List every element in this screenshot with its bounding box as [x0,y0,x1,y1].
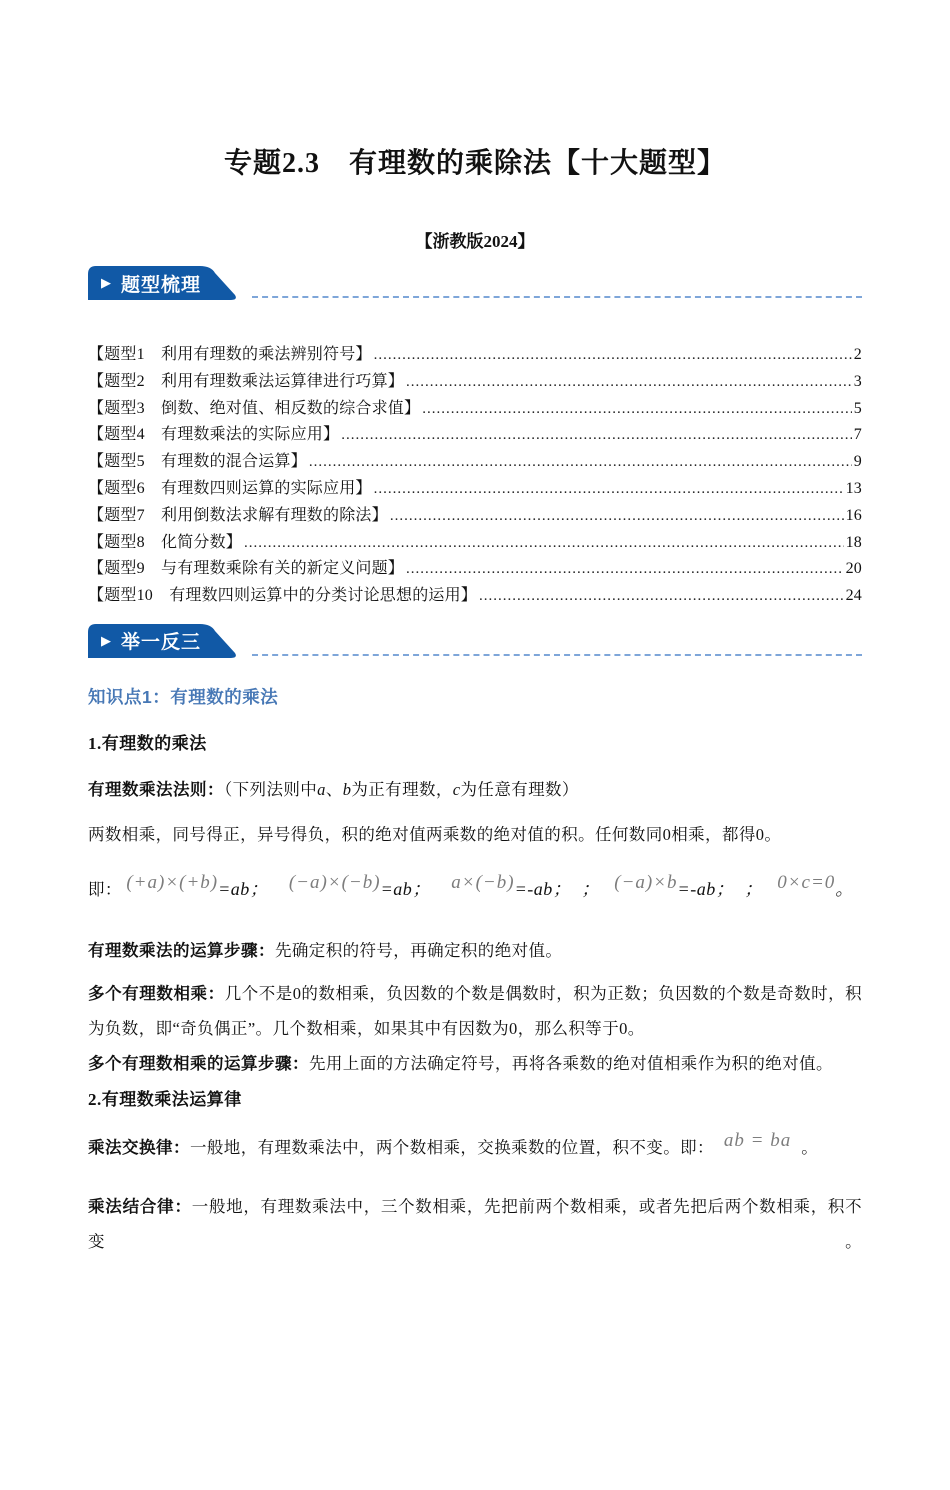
play-triangle-icon: ▶ [101,275,112,290]
toc-item [88,503,862,530]
toc-item [88,476,862,503]
toc-item [88,396,862,423]
knowledge-point-heading: 知识点1：有理数的乘法 [88,686,279,707]
banner-shape [88,624,240,658]
commutative-label: 乘法交换律： [88,1137,190,1157]
paragraph-multiple-factors [88,976,862,1046]
toc-item-label: 【题型4 有理数乘法的实际应用】 [88,426,340,444]
toc-leader-dots [422,396,852,423]
associative-text: 一般地，有理数乘法中，三个数相乘，先把前两个数相乘，或者先把后两个数相乘，积不变。 [88,1196,862,1251]
toc-leader-dots [244,530,844,557]
toc-leader-dots [341,422,852,449]
section-banner-topics [88,266,862,300]
rule-note: 、 [325,779,343,799]
formula-expression: 0×c=0 [777,871,836,893]
subsection-title-laws: 2.有理数乘法运算律 [88,1089,242,1109]
section-banner-practice [88,624,862,658]
toc-page-number: 7 [853,426,862,444]
banner-title [88,624,240,658]
multiplication-formulas [88,868,862,911]
toc-item-label: 【题型2 利用有理数乘法运算律进行巧算】 [88,372,405,390]
banner-title-text: 举一反三 [121,632,202,654]
toc-item-label: 【题型9 与有理数乘除有关的新定义问题】 [88,560,405,578]
commutative-text: 一般地，有理数乘法中，两个数相乘，交换乘数的位置，积不变。即： [190,1137,714,1157]
toc-page-number: 20 [845,560,862,578]
toc-leader-dots [406,556,844,583]
dashed-divider [252,296,862,298]
toc-item [88,449,862,476]
dashed-divider [252,654,862,656]
play-triangle-icon: ▶ [101,632,112,648]
toc-item-label: 【题型6 有理数四则运算的实际应用】 [88,479,372,497]
table-of-contents [88,342,862,610]
toc-item-label: 【题型1 利用有理数的乘法辨别符号】 [88,346,372,363]
formula-result: =ab； [218,878,269,899]
formula-result: 。 [835,878,854,899]
toc-page-number: 5 [853,399,862,417]
formula-separator: ； [581,878,600,899]
toc-item [88,342,862,369]
rule-note: 为任意有理数） [460,779,579,799]
rule-label: 有理数乘法法则： [88,779,224,799]
formula-result: =ab； [380,878,431,899]
multi-text: 几个不是0的数相乘，负因数的个数是偶数时，积为正数；负因数的个数是奇数时，积为负数，即“奇负偶正”。几个数相乘，如果其中有因数为0，那么积等于0。 [88,983,863,1038]
formula-result: =-ab； [514,878,572,899]
formula-separator: ； [744,878,763,899]
steps-text: 先确定积的符号，再确定积的绝对值。 [275,940,563,960]
toc-page-number: 3 [853,372,862,390]
subsection-title-multiplication: 1.有理数的乘法 [88,733,207,753]
toc-item-label: 【题型5 有理数的混合运算】 [88,453,307,471]
page-subtitle: 【浙教版2024】 [415,232,535,251]
math-var-a: a [317,779,326,799]
formula-expression: (+a)×(+b) [126,871,219,893]
toc-page-number: 18 [845,533,862,551]
associative-label: 乘法结合律： [88,1196,192,1216]
toc-item [88,422,862,449]
math-var-c: c [452,779,461,799]
steps-label: 有理数乘法的运算步骤： [88,940,275,960]
multi-steps-text: 先用上面的方法确定符号，再将各乘数的绝对值相乘作为积的绝对值。 [309,1053,833,1073]
toc-leader-dots [390,503,844,530]
toc-item [88,583,862,610]
formula-prefix: 即： [88,879,122,899]
toc-page-number: 16 [845,506,862,524]
toc-item [88,530,862,557]
toc-leader-dots [374,342,852,369]
multi-label: 多个有理数相乘： [88,983,225,1003]
banner-title-text: 题型梳理 [121,274,202,296]
commutative-formula: ab = ba [723,1129,792,1151]
toc-item-label: 【题型8 化简分数】 [88,533,243,551]
rule-note: 为正有理数， [351,779,453,799]
formula-expression: (−a)×(−b) [288,871,381,893]
paragraph-associative-law [88,1189,862,1259]
toc-page-number: 2 [853,346,862,363]
toc-item-label: 【题型10 有理数四则运算中的分类讨论思想的运用】 [88,587,478,605]
paragraph-multiple-factors-steps [88,1046,862,1081]
toc-leader-dots [479,583,844,610]
toc-leader-dots [374,476,844,503]
paragraph-multiplication-steps [88,933,862,968]
toc-item [88,369,862,396]
toc-page-number: 9 [853,453,862,471]
paragraph-commutative-law [88,1130,862,1165]
toc-item-label: 【题型3 倒数、绝对值、相反数的综合求值】 [88,399,421,417]
rule-note: （下列法则中 [224,779,318,799]
paragraph-multiplication-rule [88,772,862,807]
formula-expression: a×(−b) [451,871,515,893]
formula-result: =-ab； [677,878,735,899]
toc-page-number: 13 [845,479,862,497]
banner-shape [88,266,240,300]
commutative-tail: 。 [801,1137,819,1157]
banner-title [88,266,240,300]
multi-steps-label: 多个有理数相乘的运算步骤： [88,1053,309,1073]
toc-item-label: 【题型7 利用倒数法求解有理数的除法】 [88,506,388,524]
toc-page-number: 24 [845,587,862,605]
toc-leader-dots [406,369,852,396]
toc-leader-dots [309,449,852,476]
paragraph-sign-law: 两数相乘，同号得正，异号得负，积的绝对值两乘数的绝对值的积。任何数同0相乘，都得0。 [88,824,782,844]
page-title: 专题2.3 有理数的乘除法【十大题型】 [223,148,726,179]
document-page [0,146,950,1259]
toc-item [88,556,862,583]
math-var-b: b [342,779,352,799]
formula-expression: (−a)×b [614,871,678,893]
